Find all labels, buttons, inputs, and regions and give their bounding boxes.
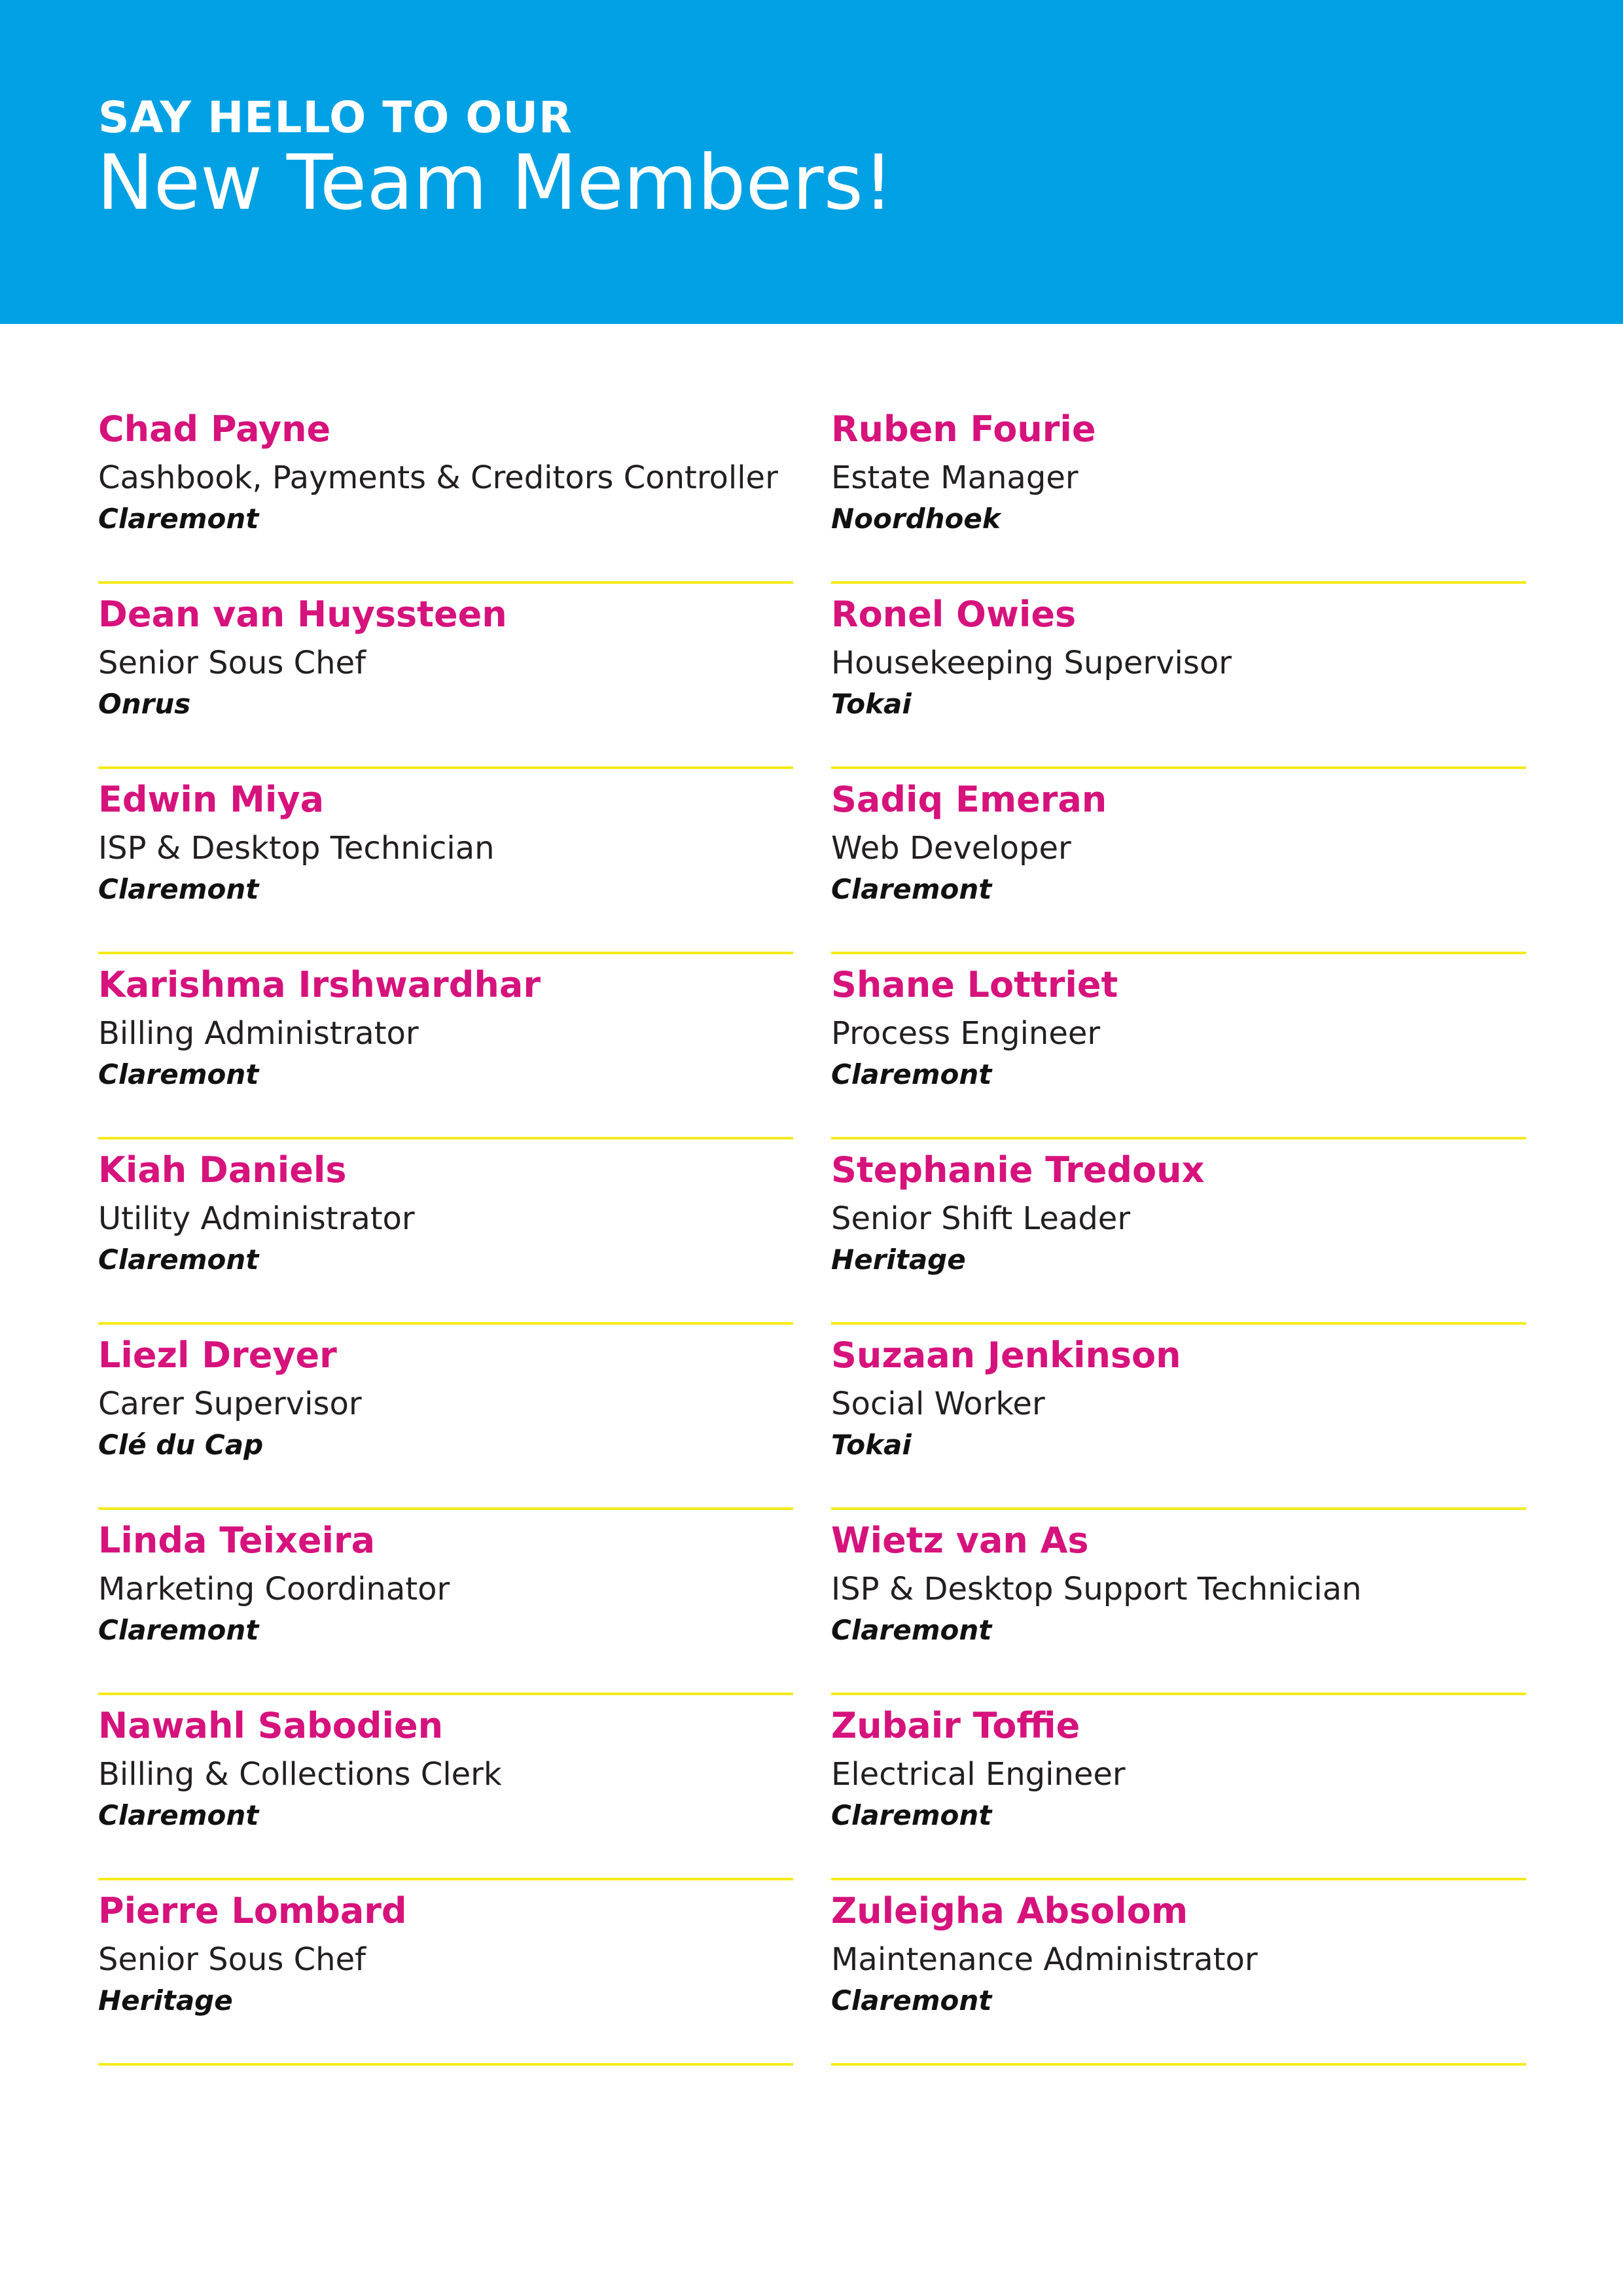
member-entry bbox=[831, 1696, 1526, 1880]
member-entry bbox=[98, 1881, 793, 2066]
member-role: Senior Shift Leader bbox=[831, 1200, 1131, 1237]
member-location: Heritage bbox=[831, 1244, 966, 1276]
member-location: Claremont bbox=[831, 873, 992, 905]
member-location: Claremont bbox=[831, 1984, 992, 2017]
member-name: Karishma Irshwardhar bbox=[98, 964, 541, 1005]
member-location: Claremont bbox=[831, 1799, 992, 1831]
member-entry bbox=[98, 399, 793, 584]
member-role: Electrical Engineer bbox=[831, 1756, 1126, 1793]
member-name: Zubair Toffie bbox=[831, 1705, 1080, 1746]
member-role: Social Worker bbox=[831, 1386, 1045, 1422]
member-entry bbox=[98, 584, 793, 769]
member-name: Ruben Fourie bbox=[831, 408, 1096, 450]
member-name: Liezl Dreyer bbox=[98, 1335, 337, 1376]
member-entry bbox=[98, 1511, 793, 1695]
member-role: Billing Administrator bbox=[98, 1015, 419, 1052]
member-entry bbox=[98, 1696, 793, 1880]
member-name: Suzaan Jenkinson bbox=[831, 1335, 1181, 1376]
member-entry bbox=[98, 1325, 793, 1510]
member-role: Maintenance Administrator bbox=[831, 1941, 1258, 1978]
member-entry bbox=[831, 399, 1526, 584]
member-name: Kiah Daniels bbox=[98, 1149, 347, 1191]
members-column-right bbox=[831, 399, 1526, 2066]
header-kicker: SAY HELLO TO OUR bbox=[98, 92, 573, 143]
member-location: Tokai bbox=[831, 1429, 912, 1461]
member-name: Sadiq Emeran bbox=[831, 779, 1107, 820]
member-role: Utility Administrator bbox=[98, 1200, 415, 1237]
member-role: Carer Supervisor bbox=[98, 1386, 362, 1422]
member-location: Claremont bbox=[98, 1614, 259, 1646]
member-location: Claremont bbox=[98, 503, 259, 535]
member-role: Marketing Coordinator bbox=[98, 1571, 450, 1607]
member-name: Stephanie Tredoux bbox=[831, 1149, 1205, 1191]
member-name: Zuleigha Absolom bbox=[831, 1890, 1188, 1931]
member-role: Process Engineer bbox=[831, 1015, 1101, 1052]
member-location: Claremont bbox=[831, 1058, 992, 1090]
member-role: Senior Sous Chef bbox=[98, 645, 366, 681]
member-location: Clé du Cap bbox=[98, 1429, 264, 1461]
member-entry bbox=[831, 955, 1526, 1139]
member-location: Claremont bbox=[98, 1058, 259, 1090]
member-role: ISP & Desktop Support Technician bbox=[831, 1571, 1362, 1607]
member-role: Web Developer bbox=[831, 830, 1071, 867]
member-name: Wietz van As bbox=[831, 1520, 1089, 1561]
member-entry bbox=[831, 1325, 1526, 1510]
member-location: Claremont bbox=[98, 1244, 259, 1276]
member-entry bbox=[831, 770, 1526, 954]
member-role: Cashbook, Payments & Creditors Controller bbox=[98, 459, 778, 496]
member-name: Nawahl Sabodien bbox=[98, 1705, 444, 1746]
member-location: Claremont bbox=[831, 1614, 992, 1646]
page-title: New Team Members! bbox=[97, 139, 894, 227]
member-entry bbox=[831, 1511, 1526, 1695]
member-entry bbox=[98, 955, 793, 1139]
member-role: Billing & Collections Clerk bbox=[98, 1756, 502, 1793]
member-name: Ronel Owies bbox=[831, 594, 1077, 635]
member-name: Edwin Miya bbox=[98, 779, 325, 820]
member-role: ISP & Desktop Technician bbox=[98, 830, 495, 867]
member-location: Onrus bbox=[98, 688, 191, 720]
member-name: Pierre Lombard bbox=[98, 1890, 407, 1931]
member-location: Tokai bbox=[831, 688, 912, 720]
member-role: Housekeeping Supervisor bbox=[831, 645, 1232, 681]
member-entry bbox=[98, 770, 793, 954]
member-entry bbox=[831, 1881, 1526, 2066]
member-location: Heritage bbox=[98, 1984, 233, 2017]
header-banner bbox=[0, 0, 1623, 324]
member-name: Shane Lottriet bbox=[831, 964, 1118, 1005]
member-location: Noordhoek bbox=[831, 503, 1001, 535]
member-entry bbox=[831, 584, 1526, 769]
member-name: Linda Teixeira bbox=[98, 1520, 376, 1561]
member-location: Claremont bbox=[98, 1799, 259, 1831]
members-column-left bbox=[98, 399, 793, 2066]
member-location: Claremont bbox=[98, 873, 259, 905]
member-role: Estate Manager bbox=[831, 459, 1079, 496]
member-entry bbox=[98, 1140, 793, 1325]
member-entry bbox=[831, 1140, 1526, 1325]
member-name: Chad Payne bbox=[98, 408, 331, 450]
member-name: Dean van Huyssteen bbox=[98, 594, 507, 635]
member-role: Senior Sous Chef bbox=[98, 1941, 366, 1978]
